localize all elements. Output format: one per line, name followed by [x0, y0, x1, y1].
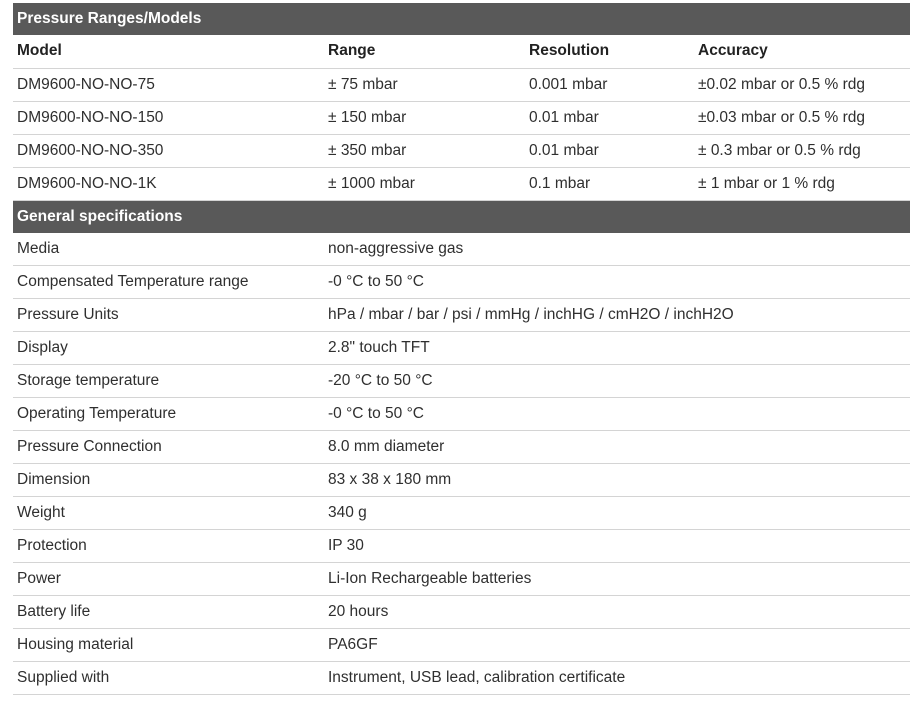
table-row: [13, 464, 910, 497]
model-cell: DM9600-NO-NO-350: [13, 134, 324, 167]
spec-value: 8.0 mm diameter: [324, 431, 910, 464]
accuracy-cell: ± 1 mbar or 1 % rdg: [694, 167, 910, 200]
model-cell: DM9600-NO-NO-150: [13, 101, 324, 134]
table-row: [13, 299, 910, 332]
resolution-cell: 0.1 mbar: [525, 167, 694, 200]
ranges-table: [13, 35, 910, 201]
spec-sheet: [13, 3, 910, 695]
table-row: [13, 662, 910, 695]
table-row: [13, 68, 910, 101]
range-cell: ± 350 mbar: [324, 134, 525, 167]
spec-value: IP 30: [324, 530, 910, 563]
range-column-header: Range: [324, 35, 525, 68]
spec-value: 340 g: [324, 497, 910, 530]
table-row: [13, 398, 910, 431]
spec-label: Pressure Units: [13, 299, 324, 332]
spec-label: Supplied with: [13, 662, 324, 695]
spec-value: Li-Ion Rechargeable batteries: [324, 563, 910, 596]
model-cell: DM9600-NO-NO-1K: [13, 167, 324, 200]
spec-value: Instrument, USB lead, calibration certificate: [324, 662, 910, 695]
spec-value: hPa / mbar / bar / psi / mmHg / inchHG / cmH2O / inchH2O: [324, 299, 910, 332]
table-row: [13, 497, 910, 530]
spec-label: Battery life: [13, 596, 324, 629]
spec-value: non-aggressive gas: [324, 233, 910, 266]
range-cell: ± 75 mbar: [324, 68, 525, 101]
ranges-section-title: Pressure Ranges/Models: [13, 3, 910, 35]
spec-label: Housing material: [13, 629, 324, 662]
table-row: [13, 266, 910, 299]
table-row: [13, 563, 910, 596]
spec-label: Power: [13, 563, 324, 596]
table-row: [13, 332, 910, 365]
spec-label: Weight: [13, 497, 324, 530]
model-column-header: Model: [13, 35, 324, 68]
resolution-cell: 0.01 mbar: [525, 101, 694, 134]
spec-label: Pressure Connection: [13, 431, 324, 464]
ranges-header-row: [13, 35, 910, 68]
model-cell: DM9600-NO-NO-75: [13, 68, 324, 101]
spec-value: 2.8" touch TFT: [324, 332, 910, 365]
accuracy-cell: ± 0.3 mbar or 0.5 % rdg: [694, 134, 910, 167]
accuracy-cell: ±0.03 mbar or 0.5 % rdg: [694, 101, 910, 134]
table-row: [13, 101, 910, 134]
spec-label: Display: [13, 332, 324, 365]
table-row: [13, 134, 910, 167]
table-row: [13, 365, 910, 398]
spec-value: -0 °C to 50 °C: [324, 398, 910, 431]
table-row: [13, 233, 910, 266]
spec-label: Storage temperature: [13, 365, 324, 398]
spec-label: Operating Temperature: [13, 398, 324, 431]
accuracy-column-header: Accuracy: [694, 35, 910, 68]
spec-label: Dimension: [13, 464, 324, 497]
accuracy-cell: ±0.02 mbar or 0.5 % rdg: [694, 68, 910, 101]
range-cell: ± 1000 mbar: [324, 167, 525, 200]
spec-value: PA6GF: [324, 629, 910, 662]
spec-value: -0 °C to 50 °C: [324, 266, 910, 299]
spec-label: Protection: [13, 530, 324, 563]
table-row: [13, 167, 910, 200]
table-row: [13, 530, 910, 563]
spec-value: 83 x 38 x 180 mm: [324, 464, 910, 497]
general-specs-table: [13, 233, 910, 696]
general-section-title: General specifications: [13, 201, 910, 233]
resolution-cell: 0.01 mbar: [525, 134, 694, 167]
spec-label: Compensated Temperature range: [13, 266, 324, 299]
spec-value: -20 °C to 50 °C: [324, 365, 910, 398]
table-row: [13, 629, 910, 662]
spec-label: Media: [13, 233, 324, 266]
table-row: [13, 596, 910, 629]
spec-value: 20 hours: [324, 596, 910, 629]
range-cell: ± 150 mbar: [324, 101, 525, 134]
resolution-cell: 0.001 mbar: [525, 68, 694, 101]
table-row: [13, 431, 910, 464]
resolution-column-header: Resolution: [525, 35, 694, 68]
